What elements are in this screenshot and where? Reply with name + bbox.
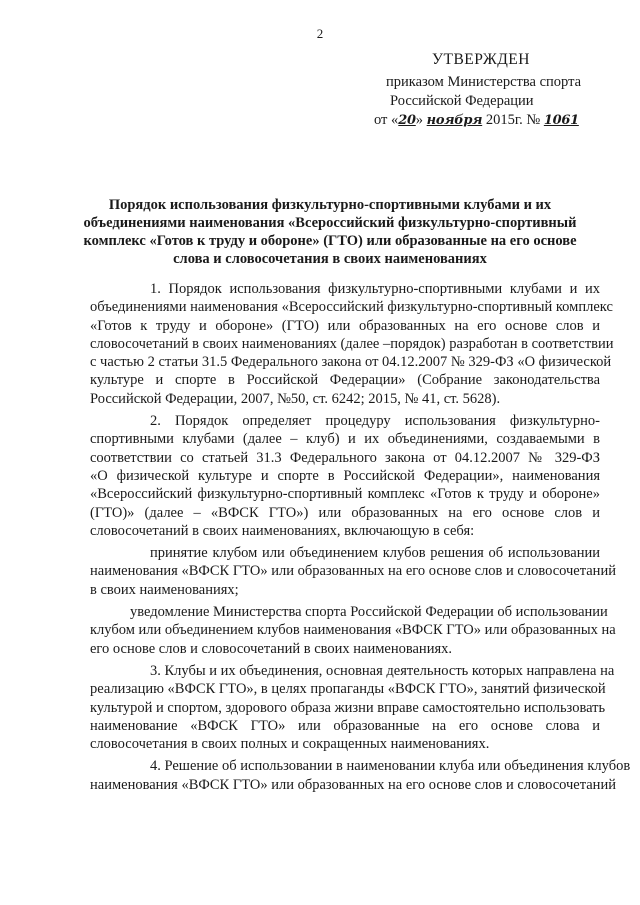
text-line: Российской Федерации, 2007, №50, ст. 6242; 2015, № 41, ст. 5628). <box>90 390 501 407</box>
title-line: слова и словосочетания в своих наименованиях <box>173 251 487 267</box>
page-number: 2 <box>316 26 324 41</box>
approval-order-line: приказом Министерства спорта <box>386 74 582 90</box>
text-line: спортивными клубами (далее – клуб) и их объединениями, создаваемыми в <box>90 431 600 448</box>
text-line: культурой и спортом, здорового образа жизни вправе самостоятельно использовать <box>90 699 606 716</box>
text-line: наименования «ВФСК ГТО» или образованных на его основе слов и словосочетаний <box>90 776 616 793</box>
text-line: 4. Решение об использовании в наименовании клуба или объединения клубов <box>150 758 631 775</box>
approval-ministry-line: Российской Федерации <box>390 93 534 109</box>
text-line: соответствии со статьей 31.3 Федерального закона от 04.12.2007 № 329-ФЗ <box>90 449 600 466</box>
text-line: словосочетаний в своих наименованиях, включающую в себя: <box>90 522 475 539</box>
paragraph-2-item-2 <box>30 603 616 658</box>
document-body <box>30 280 631 798</box>
text-line: словосочетаний в своих наименованиях (далее –порядок) разработан в соответствии <box>90 335 614 352</box>
paragraph-4 <box>30 757 631 794</box>
paragraph-2 <box>30 412 600 540</box>
text-line: в своих наименованиях; <box>90 581 239 598</box>
approval-date-prefix: от « <box>374 112 399 128</box>
text-line: 3. Клубы и их объединения, основная деятельность которых направлена на <box>150 662 615 679</box>
text-line: «Всероссийский физкультурно-спортивный комплекс «Готов к труду и обороне» <box>90 486 600 503</box>
text-line: его основе слов и словосочетаний в своих наименованиях. <box>90 640 452 657</box>
approval-day-handwritten: 20 <box>398 113 416 128</box>
approval-date-line <box>374 111 624 130</box>
text-line: уведомление Министерства спорта Российской Федерации об использовании <box>130 604 608 621</box>
title-line: Порядок использования физкультурно-спортивными клубами и их <box>108 197 552 213</box>
text-line: наименование «ВФСК ГТО» или образованные на его основе слова и <box>90 717 600 734</box>
approval-date-suffix: 2015г. № <box>482 112 544 128</box>
approval-title: УТВЕРЖДЕН <box>432 51 530 68</box>
text-line: культуре и спорте в Российской Федерации» (Собрание законодательства <box>90 372 600 389</box>
text-line: реализацию «ВФСК ГТО», в целях пропаганды «ВФСК ГТО», занятий физической <box>90 681 606 698</box>
text-line: «Готов к труду и обороне» (ГТО) или образованных на его основе слов и <box>90 317 600 334</box>
approval-stamp <box>374 50 624 130</box>
text-line: словосочетания в своих полных и сокращенных наименованиях. <box>90 736 490 753</box>
text-line: клубом или объединением клубов наименования «ВФСК ГТО» или образованных на <box>90 622 616 639</box>
title-line: объединениями наименования «Всероссийский физкультурно-спортивный <box>83 215 577 231</box>
approval-month-handwritten: ноября <box>426 113 483 128</box>
text-line: наименования «ВФСК ГТО» или образованных на его основе слов и словосочетаний <box>90 563 616 580</box>
paragraph-1 <box>30 280 614 408</box>
title-line: комплекс «Готов к труду и обороне» (ГТО) или образованные на его основе <box>83 233 577 249</box>
text-line: принятие клубом или объединением клубов решения об использовании <box>150 545 600 562</box>
approval-date-mid: » <box>415 112 427 128</box>
paragraph-2-item-1 <box>30 544 616 599</box>
text-line: объединениями наименования «Всероссийский физкультурно-спортивный комплекс <box>90 299 613 316</box>
paragraph-3 <box>30 662 615 753</box>
approval-number-handwritten: 1061 <box>543 113 579 128</box>
document-title <box>60 196 600 268</box>
text-line: 2. Порядок определяет процедуру использования физкультурно- <box>150 413 600 430</box>
text-line: (ГТО)» (далее – «ВФСК ГТО») или образованных на его основе слов и <box>90 504 600 521</box>
text-line: 1. Порядок использования физкультурно-спортивными клубами и их <box>150 281 600 297</box>
text-line: с частью 2 статьи 31.5 Федерального закона от 04.12.2007 № 329-ФЗ «О физической <box>90 354 612 371</box>
text-line: «О физической культуре и спорте в Российской Федерации», наименования <box>90 467 600 484</box>
